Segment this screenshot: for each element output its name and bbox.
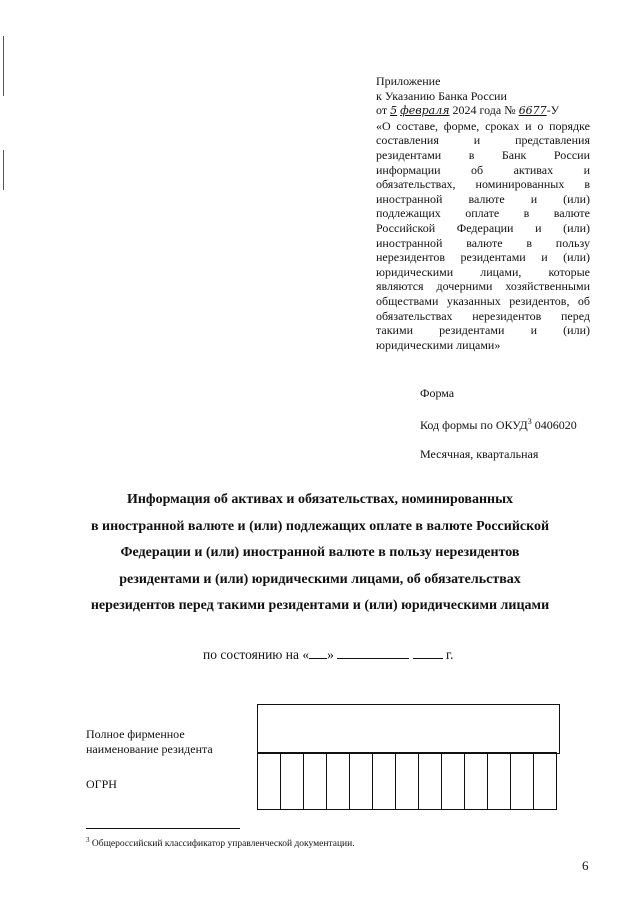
date-year: 2024 года № <box>449 103 519 118</box>
ogrn-digit-cell[interactable] <box>465 753 488 809</box>
appendix-title-line: «О составе, форме, сроках и о порядке <box>376 118 590 133</box>
ogrn-digit-cell[interactable] <box>373 753 396 809</box>
footnote-text: Общероссийский классификатор управленческой документации. <box>89 839 355 850</box>
resident-name-field[interactable] <box>257 704 560 754</box>
scan-edge-mark <box>3 150 4 190</box>
ogrn-digit-cell[interactable] <box>419 753 442 809</box>
year-blank[interactable] <box>413 646 443 659</box>
number-suffix: -У <box>546 103 560 118</box>
handwritten-number: 6677 <box>518 104 547 118</box>
appendix-title-line: являются дочерними хозяйственными <box>376 279 590 294</box>
okud-code-value: 0406020 <box>531 418 577 432</box>
title-line: Информация об активах и обязательствах, номинированных <box>126 492 514 507</box>
date-prefix: от <box>376 103 391 118</box>
appendix-title-line: обязательствах, номинированных в <box>376 177 590 192</box>
ogrn-digit-cell[interactable] <box>350 753 373 809</box>
document-title <box>30 487 610 620</box>
appendix-title-line: подлежащих оплате в валюте <box>376 206 590 221</box>
ogrn-digit-cell[interactable] <box>396 753 419 809</box>
okud-code <box>420 417 577 433</box>
ogrn-digit-cell[interactable] <box>327 753 350 809</box>
appendix-title-line: составления и представления <box>376 133 590 148</box>
ogrn-digit-cell[interactable] <box>281 753 304 809</box>
appendix-title-line: иностранной валюте в пользу <box>376 235 590 250</box>
appendix-title-line: юридическими лицами, которые <box>376 264 590 279</box>
form-label: Форма <box>420 386 455 400</box>
page-number: 6 <box>582 858 589 873</box>
footnote <box>86 836 355 849</box>
handwritten-day: 5 <box>390 104 398 118</box>
resident-name-label-line1: Полное фирменное <box>86 727 185 741</box>
handwritten-month: февраля <box>400 104 450 118</box>
appendix-title-line: обществами указанных резидентов, об <box>376 293 590 308</box>
appendix-date-line <box>376 103 590 119</box>
appendix-heading: Приложение <box>376 74 441 88</box>
title-line: резидентами и (или) юридическими лицами, об обязательствах <box>119 571 521 587</box>
ogrn-field[interactable] <box>257 752 557 810</box>
ogrn-digit-cell[interactable] <box>304 753 327 809</box>
appendix-subheading: к Указанию Банка России <box>376 88 507 103</box>
as-of-prefix: по состоянию на « <box>203 647 310 662</box>
ogrn-digit-cell[interactable] <box>488 753 511 809</box>
appendix-title-line: такими резидентами и (или) <box>376 323 590 338</box>
title-line: Федерации и (или) иностранной валюте в пользу нерезидентов <box>120 545 520 560</box>
appendix-title-last: юридическими лицами» <box>376 337 501 352</box>
appendix-title-line: Российской Федерации и (или) <box>376 220 590 235</box>
month-blank[interactable] <box>337 646 409 659</box>
scan-edge-mark <box>3 36 4 96</box>
appendix-title-line: нерезидентов резидентами и (или) <box>376 250 590 265</box>
footnote-marker: 3 <box>86 836 90 844</box>
footnote-divider <box>86 828 240 829</box>
okud-code-prefix: Код формы по ОКУД <box>420 418 528 432</box>
resident-name-label <box>86 727 213 757</box>
as-of-suffix: г. <box>442 647 454 662</box>
appendix-title-line: информации об активах и <box>376 162 590 177</box>
periodicity: Месячная, квартальная <box>420 447 539 461</box>
day-blank[interactable] <box>309 646 327 659</box>
ogrn-digit-cell[interactable] <box>258 753 281 809</box>
appendix-title-line: иностранной валюте и (или) <box>376 191 590 206</box>
as-of-date-line <box>203 646 453 663</box>
as-of-mid: » <box>327 647 338 662</box>
appendix-title-line: резидентами в Банк России <box>376 147 590 162</box>
ogrn-digit-cell[interactable] <box>534 753 557 809</box>
ogrn-label: ОГРН <box>86 777 117 791</box>
appendix-title-line: обязательствах нерезидентов перед <box>376 308 590 323</box>
appendix-block <box>376 74 590 352</box>
appendix-title-lines <box>376 119 590 338</box>
ogrn-digit-cell[interactable] <box>442 753 465 809</box>
resident-name-label-line2: наименование резидента <box>86 742 213 756</box>
ogrn-digit-cell[interactable] <box>511 753 534 809</box>
title-line: в иностранной валюте и (или) подлежащих оплате в валюте Российской <box>90 518 550 534</box>
footnote-ref: 3 <box>527 417 532 426</box>
title-line: нерезидентов перед такими резидентами и (или) юридическими лицами <box>90 598 550 613</box>
